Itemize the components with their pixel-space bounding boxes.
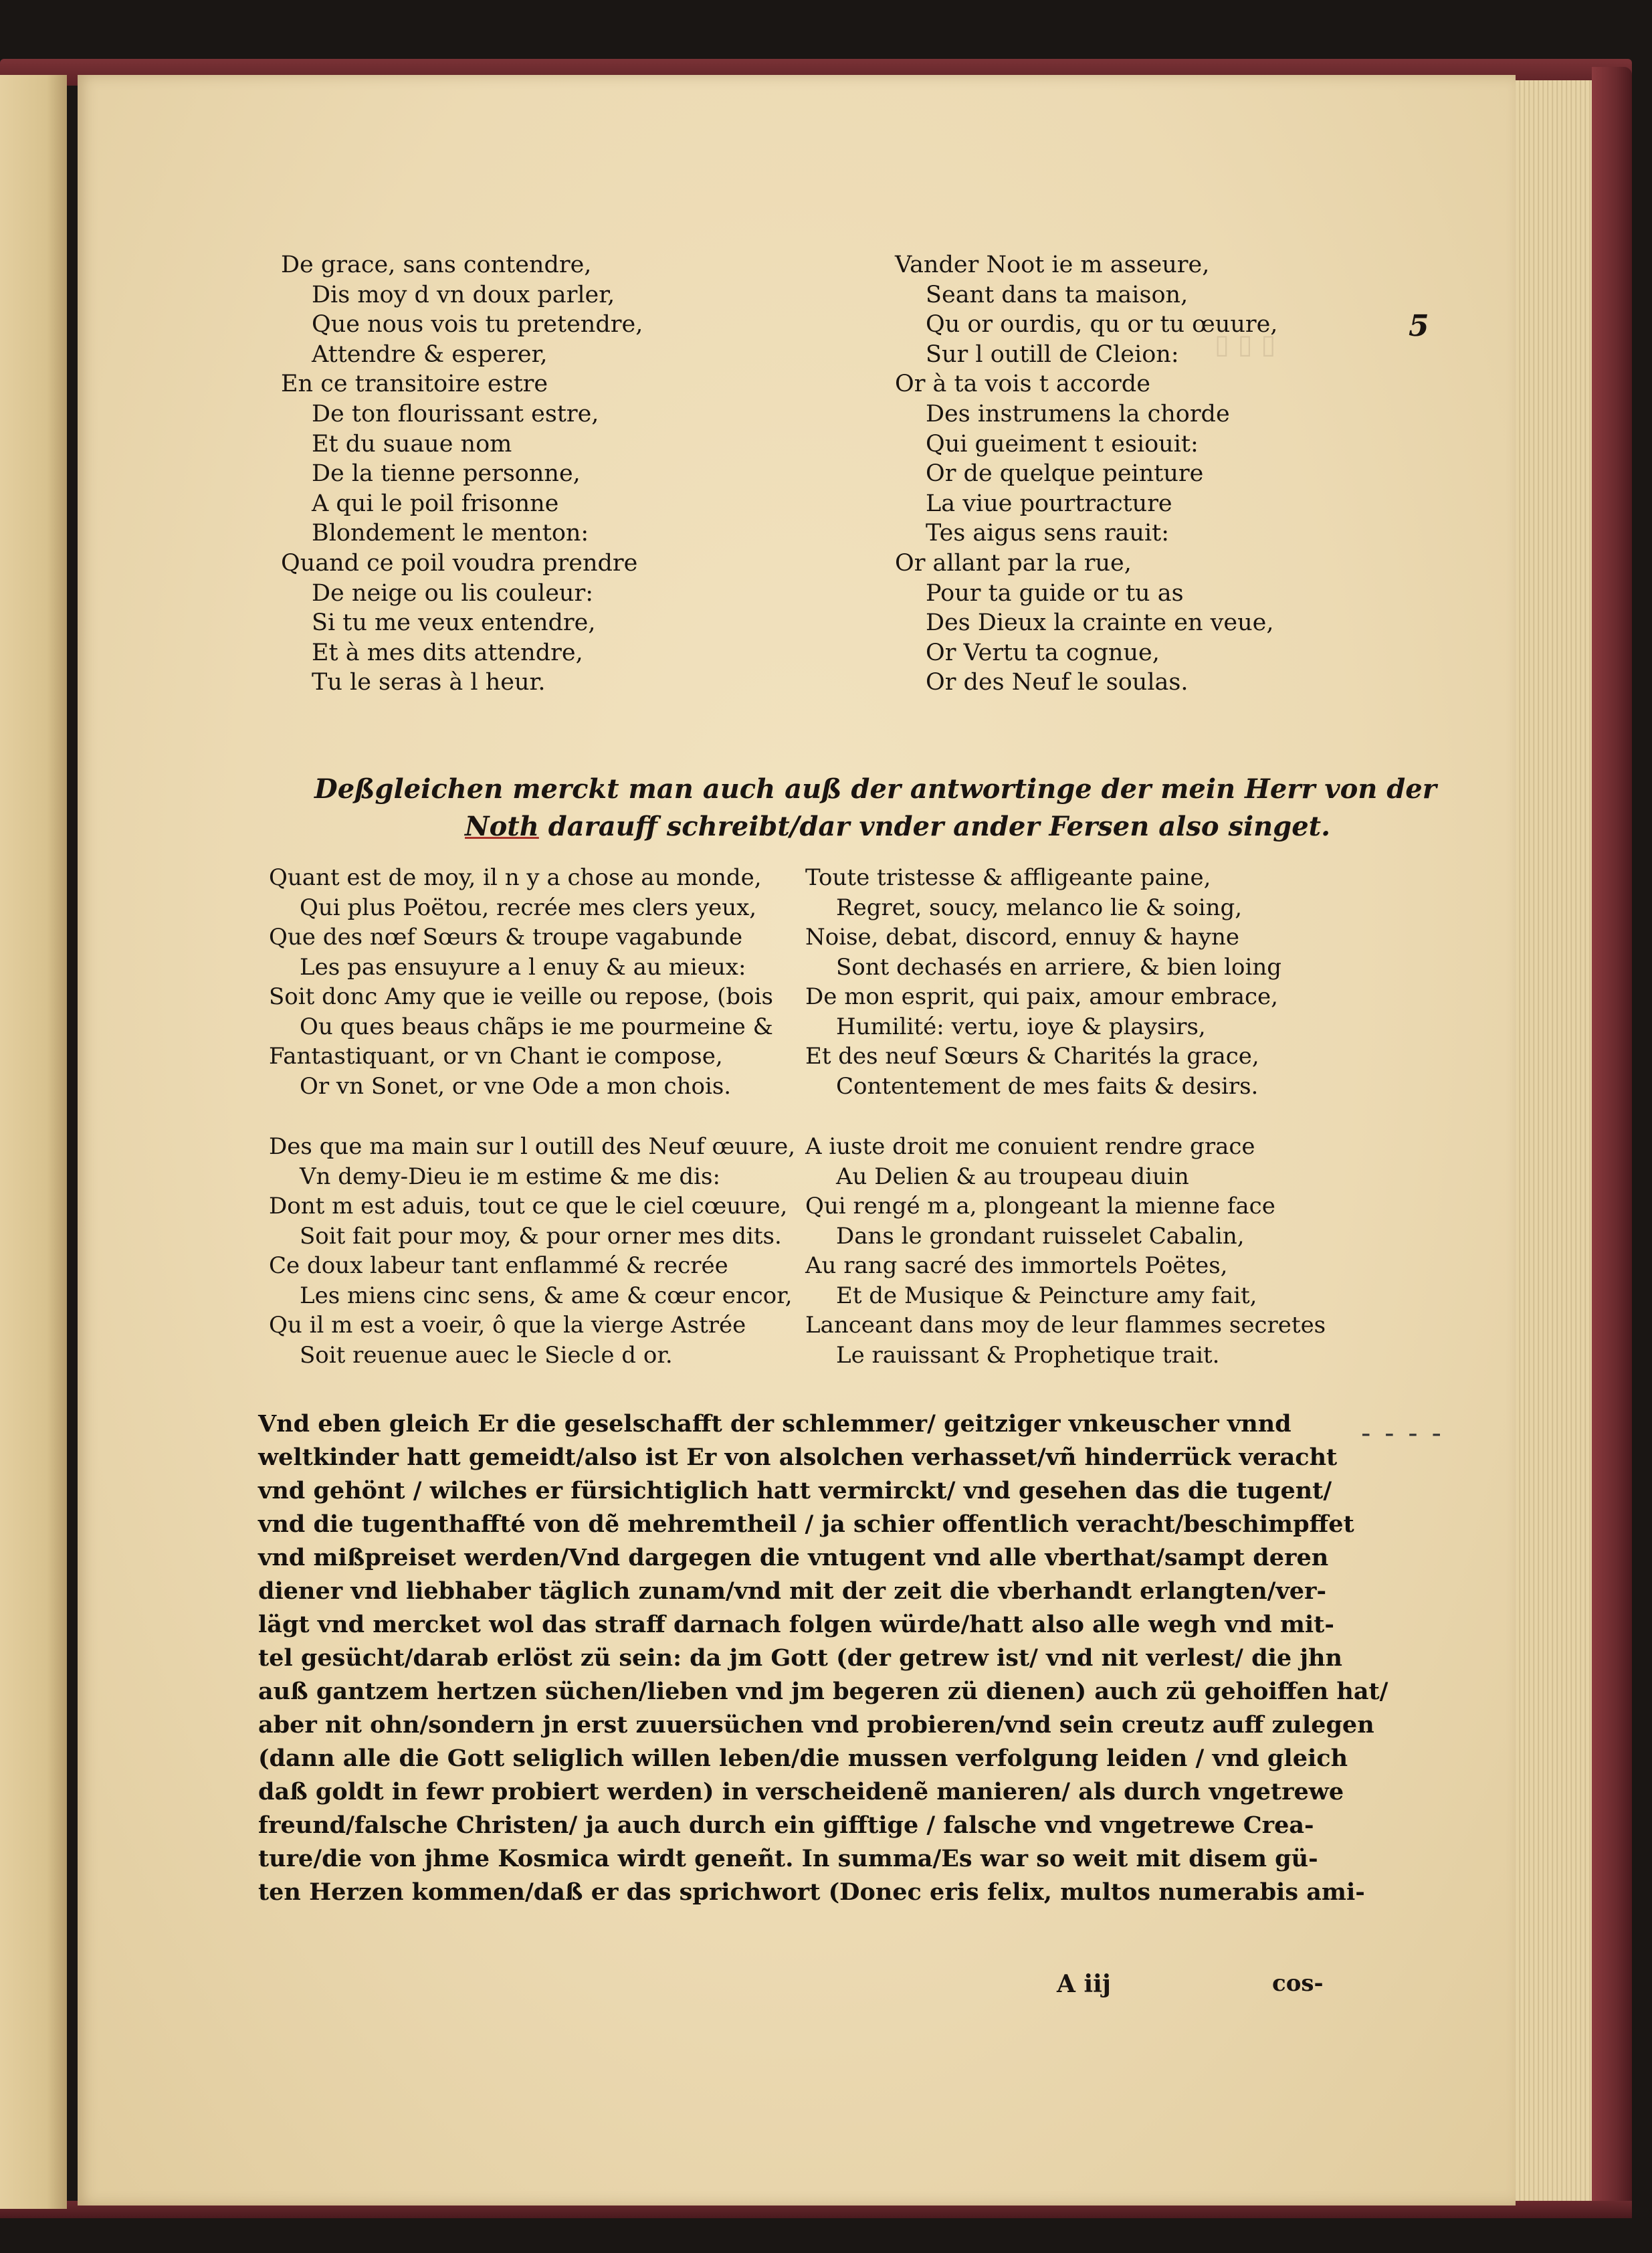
verse-line: Or allant par la rue,	[895, 549, 1132, 577]
verse-line: Des Dieux la crainte en veue,	[926, 609, 1274, 637]
verse-line: Or de quelque peinture	[926, 460, 1204, 488]
verse-line: De ton flourissant estre,	[312, 400, 599, 427]
heading-line-1: Deßgleichen merckt man auch auß der antwortinge der mein Herr von der	[314, 773, 1437, 805]
verse-line: Qui plus Poëtou, recrée mes clers yeux,	[300, 894, 757, 921]
verse-line: Or vn Sonet, or vne Ode a mon chois.	[300, 1072, 732, 1100]
verse-line: Et de Musique & Peincture amy fait,	[836, 1282, 1257, 1309]
verse-line: Sur l outill de Cleion:	[926, 340, 1179, 368]
prose-line: auß gantzem hertzen süchen/lieben vnd jm begeren zü dienen) auch zü gehoiffen hat/	[258, 1678, 1388, 1705]
verse-line: Contentement de mes faits & desirs.	[836, 1072, 1259, 1100]
verse-line: Et à mes dits attendre,	[312, 639, 583, 666]
verse-line: En ce transitoire estre	[281, 371, 548, 398]
verse-line: Soit donc Amy que ie veille ou repose, (bois	[269, 983, 773, 1010]
verse-line: A iuste droit me conuient rendre grace	[805, 1133, 1255, 1160]
verse-line: Lanceant dans moy de leur flammes secretes	[805, 1312, 1326, 1339]
prose-line: freund/falsche Christen/ ja auch durch ein gifftige / falsche vnd vngetrewe Crea-	[258, 1811, 1314, 1839]
verse-line: Au rang sacré des immortels Poëtes,	[805, 1252, 1228, 1279]
prose-line: vnd gehönt / wilches er fürsichtiglich hatt vermirckt/ vnd gesehen das die tugent/	[258, 1477, 1332, 1504]
catchword: cos-	[1272, 1970, 1324, 1997]
verse-line: Les pas ensuyure a l enuy & au mieux:	[300, 953, 746, 981]
verse-line: Soit fait pour moy, & pour orner mes dits.	[300, 1222, 782, 1250]
verse-line: Or à ta vois t accorde	[895, 371, 1150, 398]
stanza-2-right	[805, 1132, 1326, 1370]
book-page	[78, 75, 1516, 2206]
verse-line: Le rauissant & Prophetique trait.	[836, 1341, 1220, 1369]
verse-line: Dont m est aduis, tout ce que le ciel cœuure,	[269, 1193, 788, 1219]
facing-page-edge	[0, 75, 67, 2209]
verse-line: Attendre & esperer,	[312, 340, 548, 368]
verse-line: Ou ques beaus chãps ie me pourmeine &	[300, 1013, 773, 1040]
verse-line: Sont dechasés en arriere, & bien loing	[836, 953, 1282, 981]
verse-line: Vander Noot ie m asseure,	[895, 252, 1210, 278]
verse-line: Blondement le menton:	[312, 520, 589, 547]
page-number: 5	[1409, 309, 1429, 343]
prose-line: daß goldt in fewr probiert werden) in verscheidenẽ manieren/ als durch vngetrewe	[258, 1778, 1344, 1805]
book-cover-right	[1592, 67, 1632, 2214]
verse-top-left	[281, 250, 643, 698]
verse-line: Des que ma main sur l outill des Neuf œuure,	[269, 1133, 796, 1160]
show-through-text: ▯ ▯ ▯	[1215, 329, 1276, 360]
stanza-1-left	[269, 863, 773, 1101]
verse-line: Des instrumens la chorde	[926, 400, 1230, 427]
margin-dashes: - - - -	[1361, 1418, 1444, 1449]
signature-mark: A iij	[1057, 1970, 1111, 1998]
verse-line: Ce doux labeur tant enflammé & recrée	[269, 1252, 728, 1279]
verse-line: Et du suaue nom	[312, 430, 512, 458]
underlined-name: Noth	[465, 811, 539, 842]
prose-line: ture/die von jhme Kosmica wirdt geneñt. In summa/Es war so weit mit disem gü-	[258, 1845, 1318, 1872]
heading-line-2-rest: darauff schreibt/dar vnder ander Fersen also singet.	[538, 811, 1331, 842]
verse-line: Que nous vois tu pretendre,	[312, 311, 643, 338]
page-edges	[1512, 80, 1592, 2201]
verse-line: Si tu me veux entendre,	[312, 609, 596, 637]
prose-line: Vnd eben gleich Er die geselschafft der schlemmer/ geitziger vnkeuscher vnnd	[258, 1410, 1292, 1438]
heading-line-2	[314, 808, 1331, 846]
verse-line: La viue pourtracture	[926, 490, 1172, 517]
verse-line: Humilité: vertu, ioye & playsirs,	[836, 1013, 1206, 1040]
prose-line: vnd mißpreiset werden/Vnd dargegen die vntugent vnd alle vberthat/sampt deren	[258, 1544, 1329, 1571]
stanza-1-right	[805, 863, 1281, 1101]
verse-line: Quand ce poil voudra prendre	[281, 549, 638, 577]
verse-line: Et des neuf Sœurs & Charités la grace,	[805, 1043, 1259, 1070]
verse-line: Regret, soucy, melanco lie & soing,	[836, 894, 1243, 921]
verse-line: Qu il m est a voeir, ô que la vierge Astrée	[269, 1312, 746, 1339]
verse-line: Dis moy d vn doux parler,	[312, 281, 615, 308]
verse-line: Fantastiquant, or vn Chant ie compose,	[269, 1043, 723, 1070]
verse-line: Dans le grondant ruisselet Cabalin,	[836, 1222, 1245, 1250]
verse-line: Or Vertu ta cognue,	[926, 639, 1160, 666]
verse-line: Vn demy-Dieu ie m estime & me dis:	[300, 1163, 720, 1190]
verse-line: Tes aigus sens rauit:	[926, 520, 1170, 547]
verse-line: Or des Neuf le soulas.	[926, 669, 1189, 696]
prose-line: diener vnd liebhaber täglich zunam/vnd mit der zeit die vberhandt erlangten/ver-	[258, 1577, 1327, 1605]
prose-line: weltkinder hatt gemeidt/also ist Er von alsolchen verhasset/vñ hinderrück veracht	[258, 1444, 1338, 1471]
verse-line: Seant dans ta maison,	[926, 281, 1189, 308]
verse-line: De la tienne personne,	[312, 460, 581, 488]
section-heading	[314, 771, 1437, 846]
prose-line: tel gesücht/darab erlöst zü sein: da jm Gott (der getrew ist/ vnd nit verlest/ die jhn	[258, 1644, 1342, 1672]
verse-line: Que des nœf Sœurs & troupe vagabunde	[269, 924, 743, 951]
verse-line: Pour ta guide or tu as	[926, 579, 1184, 607]
verse-line: Les miens cinc sens, & ame & cœur encor,	[300, 1282, 793, 1309]
verse-line: De mon esprit, qui paix, amour embrace,	[805, 983, 1278, 1010]
verse-top-right	[895, 250, 1277, 698]
prose-paragraph	[258, 1407, 1388, 1909]
prose-line: vnd die tugenthaffté von dẽ mehremtheil / ja schier offentlich veracht/beschimpffet	[258, 1510, 1354, 1538]
prose-line: ten Herzen kommen/daß er das sprichwort (Donec eris felix, multos numerabis ami-	[258, 1878, 1365, 1906]
verse-line: Au Delien & au troupeau diuin	[836, 1163, 1189, 1190]
verse-line: Noise, debat, discord, ennuy & hayne	[805, 924, 1240, 951]
verse-line: De neige ou lis couleur:	[312, 579, 593, 607]
stanza-2-left	[269, 1132, 795, 1370]
verse-line: Qu or ourdis, qu or tu œuure,	[926, 311, 1278, 338]
verse-line: Qui rengé m a, plongeant la mienne face	[805, 1193, 1275, 1219]
verse-line: Tu le seras à l heur.	[312, 669, 546, 696]
verse-line: Qui gueiment t esiouit:	[926, 430, 1199, 458]
verse-line: A qui le poil frisonne	[312, 490, 559, 517]
prose-line: aber nit ohn/sondern jn erst zuuersüchen vnd probieren/vnd sein creutz auff zulegen	[258, 1711, 1374, 1739]
verse-line: Quant est de moy, il n y a chose au monde,	[269, 864, 762, 891]
verse-line: Toute tristesse & affligeante paine,	[805, 864, 1211, 891]
verse-line: De grace, sans contendre,	[281, 252, 592, 278]
prose-line: lägt vnd mercket wol das straff darnach folgen würde/hatt also alle wegh vnd mit-	[258, 1611, 1334, 1638]
prose-line: (dann alle die Gott seliglich willen leben/die mussen verfolgung leiden / vnd gleich	[258, 1745, 1348, 1772]
verse-line: Soit reuenue auec le Siecle d or.	[300, 1341, 673, 1369]
